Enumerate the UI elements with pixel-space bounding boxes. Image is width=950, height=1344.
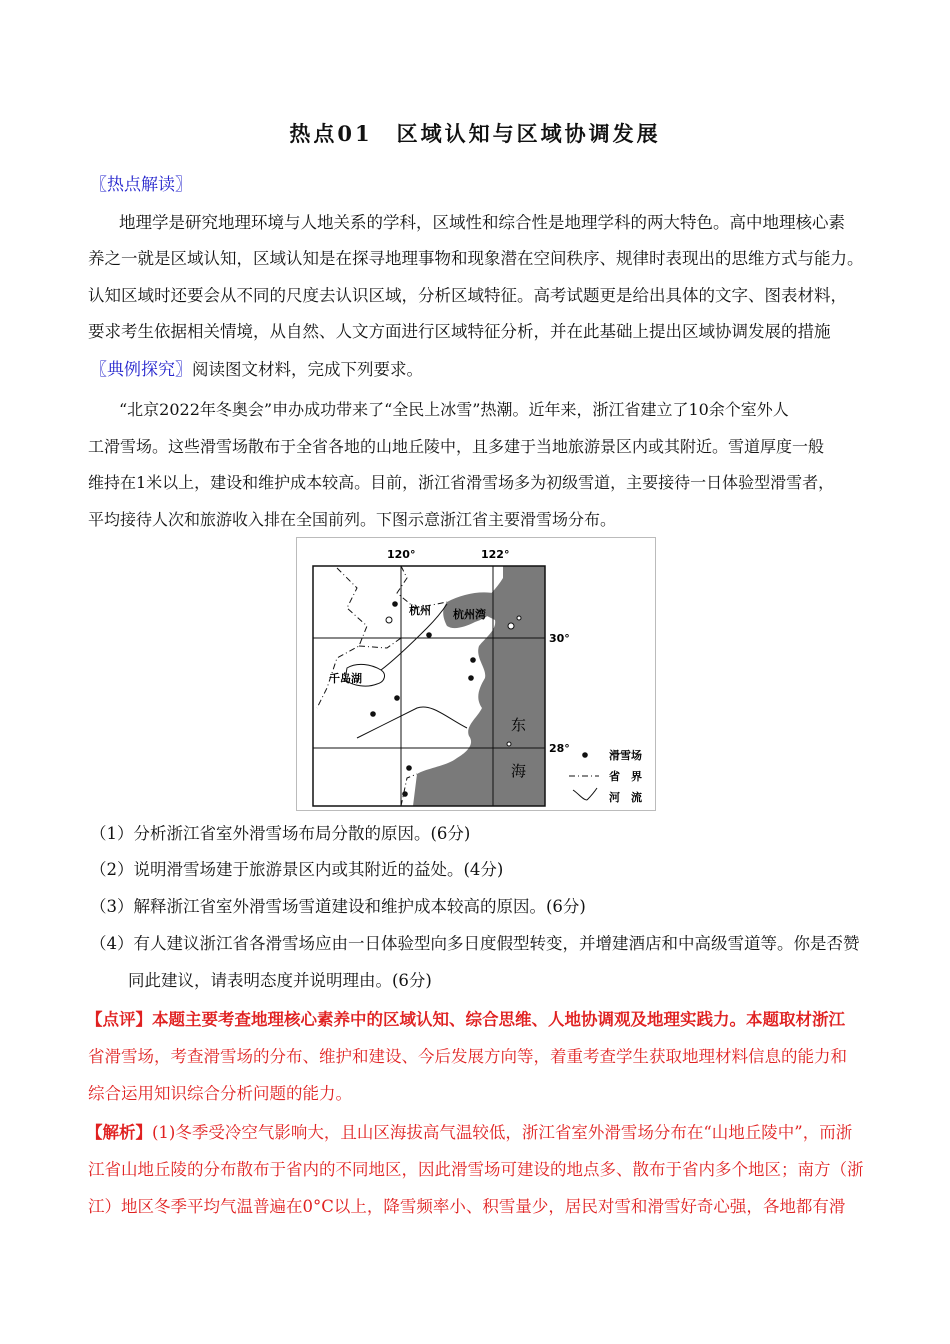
ski-resort-dot — [370, 711, 376, 717]
legend-ski-resort: 滑雪场 — [609, 749, 642, 762]
section-example-text: 阅读图文材料，完成下列要求。 — [192, 360, 423, 379]
province-boundary-north — [397, 566, 447, 608]
legend-ski-resort-symbol — [582, 752, 588, 758]
ski-resort-dot — [392, 601, 398, 607]
material-line: 工滑雪场。这些滑雪场散布于全省各地的山地丘陵中，且多建于当地旅游景区内或其附近。雪道厚度一般 — [88, 437, 825, 456]
analysis-tag: 【解析】 — [86, 1123, 152, 1142]
ski-resort-dot — [406, 765, 412, 771]
comment-row — [86, 1006, 845, 1030]
material-line: 维持在1米以上，建设和维护成本较高。目前，浙江省滑雪场多为初级雪道，主要接待一日体验型滑雪者， — [88, 473, 835, 492]
ski-resort-dot — [394, 695, 400, 701]
intro-line: 地理学是研究地理环境与人地关系的学科，区域性和综合性是地理学科的两大特色。高中地理核心素 — [119, 213, 845, 232]
lon-label: 122° — [481, 548, 510, 561]
section-example-tag: 〖典例探究〗 — [90, 360, 192, 380]
material-line: 平均接待人次和旅游收入排在全国前列。下图示意浙江省主要滑雪场分布。 — [88, 510, 617, 529]
analysis-row — [86, 1119, 852, 1143]
intro-line: 要求考生依据相关情境，从自然、人文方面进行区域特征分析，并在此基础上提出区域协调发展的措施 — [88, 322, 831, 341]
place-label-hangzhou: 杭州 — [409, 604, 431, 617]
island — [508, 623, 514, 629]
analysis-line: 江）地区冬季平均气温普遍在0°C以上，降雪频率小、积雪量少，居民对雪和滑雪好奇心强，各地都有滑 — [88, 1197, 846, 1216]
comment-line: 本题主要考查地理核心素养中的区域认知、综合思维、人地协调观及地理实践力。本题取材浙江 — [152, 1010, 845, 1029]
island — [507, 742, 511, 746]
question-4-continued: 同此建议，请表明态度并说明理由。(6分) — [128, 971, 432, 990]
page-title: 热点01 区域认知与区域协调发展 — [289, 121, 661, 146]
hangzhou-city-marker — [386, 617, 392, 623]
lat-label: 30° — [549, 632, 570, 645]
legend-river: 河 流 — [609, 791, 642, 804]
ski-resort-dot — [426, 632, 432, 638]
intro-line: 认知区域时还要会从不同的尺度去认识区域，分析区域特征。高考试题更是给出具体的文字、图表材料， — [88, 286, 847, 305]
lat-label: 28° — [549, 742, 570, 755]
comment-line: 省滑雪场，考查滑雪场的分布、维护和建设、今后发展方向等，着重考查学生获取地理材料信息的能力和 — [88, 1047, 847, 1066]
question-4: （4）有人建议浙江省各滑雪场应由一日体验型向多日度假型转变，并增建酒店和中高级雪道等。你是否赞 — [90, 934, 860, 953]
sea-label-dong: 东 — [511, 716, 527, 734]
question-2: （2）说明滑雪场建于旅游景区内或其附近的益处。(4分) — [90, 860, 504, 879]
zhejiang-ski-resort-map — [296, 537, 656, 811]
province-boundary — [317, 568, 417, 806]
comment-line: 综合运用知识综合分析问题的能力。 — [88, 1084, 352, 1103]
comment-tag: 【点评】 — [86, 1010, 152, 1029]
ski-resort-dot — [470, 657, 476, 663]
section-example-row — [90, 355, 423, 380]
analysis-line: (1)冬季受冷空气影响大，且山区海拔高气温较低，浙江省室外滑雪场分布在“山地丘陵中”，而浙 — [152, 1123, 853, 1142]
lon-label: 120° — [387, 548, 416, 561]
ski-resort-dot — [402, 791, 408, 797]
place-label-hangzhou-bay: 杭州湾 — [453, 608, 486, 621]
legend-province-boundary: 省 界 — [609, 770, 642, 783]
sea-label-hai: 海 — [511, 762, 527, 780]
map-svg — [297, 538, 655, 810]
place-label-qiandao-lake: 千岛湖 — [329, 672, 362, 685]
intro-line: 养之一就是区域认知，区域认知是在探寻地理事物和现象潜在空间秩序、规律时表现出的思维方式与能力。 — [88, 249, 864, 268]
ski-resort-dot — [468, 675, 474, 681]
material-line: “北京2022年冬奥会”申办成功带来了“全民上冰雪”热潮。近年来，浙江省建立了10余个室外人 — [119, 400, 789, 419]
island — [517, 616, 521, 620]
question-1: （1）分析浙江省室外滑雪场布局分散的原因。(6分) — [90, 824, 471, 843]
question-3: （3）解释浙江省室外滑雪场雪道建设和维护成本较高的原因。(6分) — [90, 897, 586, 916]
analysis-line: 江省山地丘陵的分布散布于省内的不同地区，因此滑雪场可建设的地点多、散布于省内多个地区；南方（浙 — [88, 1160, 864, 1179]
legend-river-symbol — [573, 788, 597, 800]
section-hot-interpretation-tag: 〖热点解读〗 — [90, 175, 192, 195]
